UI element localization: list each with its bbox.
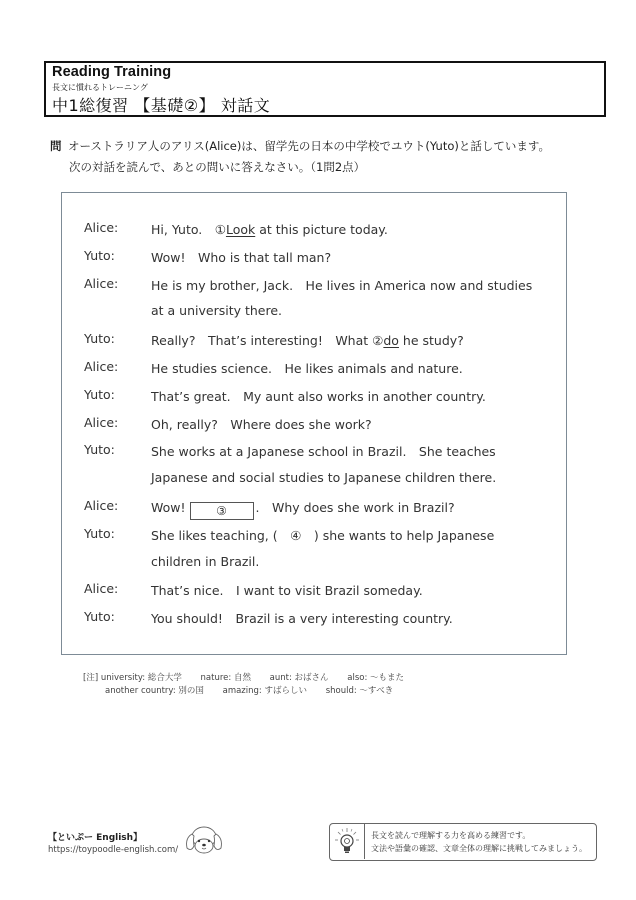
speaker-label: Yuto: bbox=[84, 247, 115, 263]
notes-label: [注] bbox=[83, 673, 99, 683]
speaker-label: Yuto: bbox=[84, 331, 115, 347]
note-item: another country: 別の国 bbox=[105, 686, 204, 696]
dialogue-text: That’s nice. I want to visit Brazil someday. bbox=[151, 583, 423, 599]
notes-line-1 bbox=[83, 672, 404, 685]
dialogue-text: Japanese and social studies to Japanese children there. bbox=[151, 470, 497, 486]
text-segment: Wow! bbox=[151, 500, 186, 515]
speaker-label: Alice: bbox=[84, 275, 119, 291]
tip-line-2: 文法や語彙の確認、文章全体の理解に挑戦してみましょう。 bbox=[371, 844, 587, 853]
note-item: nature: 自然 bbox=[200, 673, 251, 683]
dialogue-text: Wow! Who is that tall man? bbox=[151, 249, 332, 265]
dialogue-text: That’s great. My aunt also works in another country. bbox=[151, 388, 486, 404]
speaker-label: Alice: bbox=[84, 581, 119, 597]
underlined-word: Look bbox=[225, 222, 256, 237]
note-item: also: ～もまた bbox=[347, 673, 405, 683]
question-line-2: 次の対話を読んで、あとの問いに答えなさい。（1問2点） bbox=[69, 160, 366, 174]
answer-blank-box: ③ bbox=[190, 502, 254, 520]
brand bbox=[48, 830, 178, 855]
dialogue-text: She likes teaching, ( ④ ) she wants to help Japanese bbox=[151, 527, 495, 543]
note-item: amazing: すばらしい bbox=[222, 686, 307, 696]
dialogue-text bbox=[151, 498, 455, 520]
brand-url-link[interactable]: https://toypoodle-english.com/ bbox=[48, 845, 179, 855]
speaker-label: Yuto: bbox=[84, 609, 115, 625]
text-segment: Hi, Yuto. ① bbox=[151, 222, 226, 237]
speaker-label: Alice: bbox=[84, 359, 119, 374]
tip-box bbox=[329, 823, 597, 861]
speaker-label: Yuto: bbox=[84, 525, 115, 541]
question-mark: 問 bbox=[50, 139, 62, 153]
dialogue-text: He studies science. He likes animals and nature. bbox=[151, 361, 463, 376]
speaker-label: Alice: bbox=[84, 498, 119, 513]
text-segment: Really? That’s interesting! What ② bbox=[151, 333, 384, 349]
header-subtitle: 長文に慣れるトレーニング bbox=[52, 83, 148, 92]
notes-line-2 bbox=[83, 685, 404, 698]
dialogue-text: He is my brother, Jack. He lives in America now and studies bbox=[151, 277, 533, 293]
lightbulb-icon bbox=[330, 824, 364, 859]
tip-line-1: 長文を読んで理解する力を高める練習です。 bbox=[371, 831, 531, 840]
question-line-1: オーストラリア人のアリス(Alice)は、留学先の日本の中学校でユウト(Yuto)と話しています。 bbox=[68, 139, 550, 153]
speaker-label: Yuto: bbox=[84, 386, 115, 402]
text-segment: he study? bbox=[398, 333, 464, 349]
speaker-label: Alice: bbox=[84, 220, 119, 235]
poodle-mascot-icon bbox=[182, 822, 226, 858]
speaker-label: Alice: bbox=[84, 414, 119, 430]
dialogue-text: She works at a Japanese school in Brazil. She teaches bbox=[151, 444, 496, 460]
note-item: aunt: おばさん bbox=[269, 673, 329, 683]
note-item: university: 総合大学 bbox=[100, 673, 182, 683]
question-instructions bbox=[50, 136, 550, 178]
header-box bbox=[44, 61, 606, 117]
dialogue-text: You should! Brazil is a very interesting country. bbox=[151, 611, 453, 627]
vocabulary-notes bbox=[83, 672, 404, 698]
tip-text bbox=[371, 829, 587, 855]
brand-name: 【といぷー English】 bbox=[48, 833, 143, 843]
header-title: Reading Training bbox=[52, 64, 172, 80]
dialogue-text bbox=[151, 220, 388, 238]
dialogue-text: at a university there. bbox=[151, 303, 283, 319]
dialogue-text: children in Brazil. bbox=[151, 553, 260, 569]
underlined-word: do bbox=[383, 333, 399, 349]
text-segment: . Why does she work in Brazil? bbox=[255, 500, 455, 515]
dialogue-box bbox=[61, 192, 567, 655]
text-segment: at this picture today. bbox=[255, 222, 388, 237]
lesson-title: 中1総復習 【基礎②】 対話文 bbox=[52, 96, 271, 115]
speaker-label: Yuto: bbox=[84, 442, 115, 458]
note-item: should: ～すべき bbox=[325, 686, 394, 696]
dialogue-text: Oh, really? Where does she work? bbox=[151, 416, 372, 432]
dialogue-text bbox=[151, 331, 464, 349]
tip-icon-cell bbox=[330, 824, 365, 859]
